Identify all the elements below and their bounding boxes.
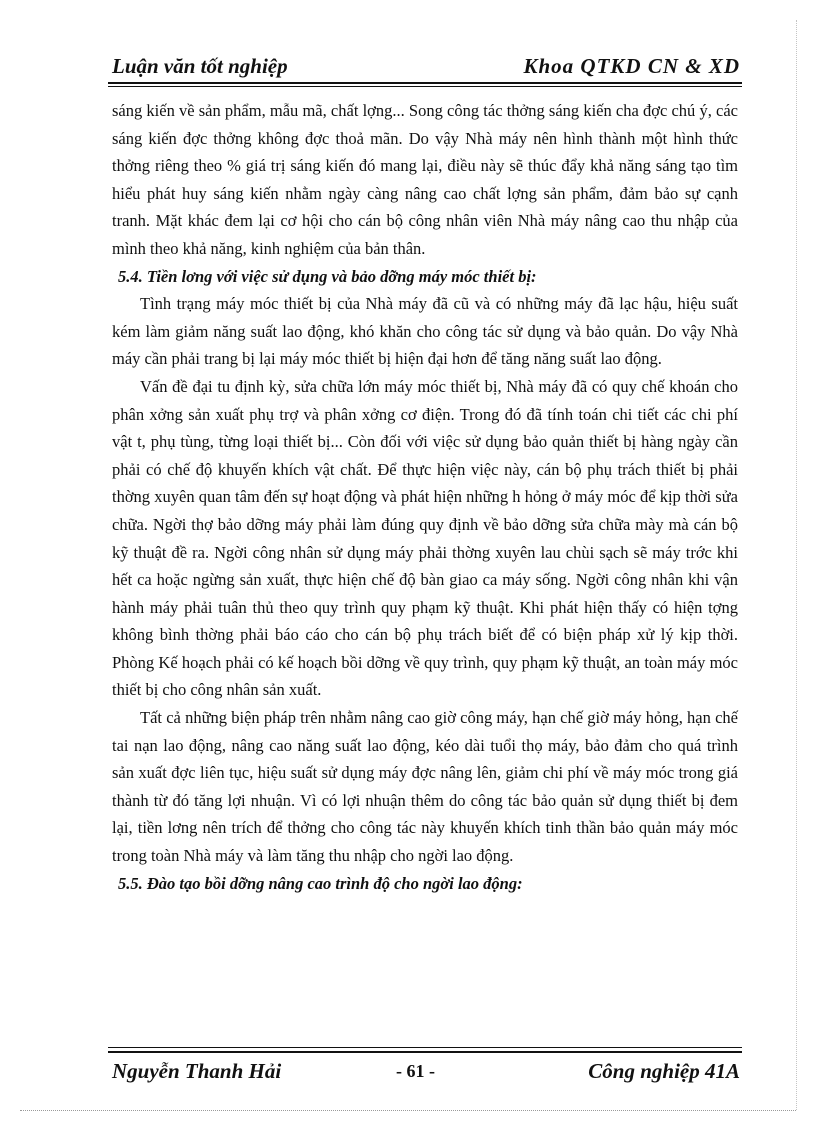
page-body [112, 97, 738, 897]
footer-rule-thin [108, 1047, 742, 1048]
footer-rule-thick [108, 1051, 742, 1053]
section-heading-5-4: 5.4. Tiền lơng với việc sử dụng và bảo dỡng máy móc thiết bị: [118, 266, 537, 286]
header-thesis-title: Luận văn tốt nghiệp [112, 54, 288, 78]
paragraph-2: Tình trạng máy móc thiết bị của Nhà máy đã cũ và có những máy đã lạc hậu, hiệu suất kém làm giảm năng suất lao động, khó khăn cho công tác sử dụng và bảo quản. Do vậy Nhà máy cần phải trang bị lại máy móc thiết bị hiện đại hơn để tăng năng suất lao động. [112, 294, 738, 369]
header-faculty: Khoa QTKD CN & XD [523, 54, 740, 78]
footer-class: Công nghiệp 41A [588, 1059, 740, 1083]
page-footer [108, 1047, 742, 1087]
paragraph-4: Tất cả những biện pháp trên nhằm nâng cao giờ công máy, hạn chế giờ máy hỏng, hạn chế tai nạn lao động, nâng cao năng suất lao động, kéo dài tuổi thọ máy, bảo đảm cho quá trình sản xuất đợc liên tục, hiệu suất sử dụng máy đợc nâng lên, giảm chi phí về máy móc trong giá thành từ đó tăng lợi nhuận. Vì có lợi nhuận thêm do công tác bảo quản sử dụng thiết bị đem lại, tiền lơng nên trích để thởng cho công tác này khuyến khích tinh thần bảo quản máy móc trong toàn Nhà máy và làm tăng thu nhập cho ngời lao động. [112, 708, 738, 866]
footer-page-number: - 61 - [396, 1061, 435, 1081]
paragraph-3: Vấn đề đại tu định kỳ, sửa chữa lớn máy móc thiết bị, Nhà máy đã có quy chế khoán cho phân xởng sản xuất phụ trợ và phân xởng cơ điện. Trong đó đã tính toán chi tiết các chi phí vật t, phụ tùng, từng loại thiết bị... Còn đối với việc sử dụng bảo quản thiết bị hàng ngày cần phải có chế độ khuyến khích vật chất. Để thực hiện việc này, cán bộ phụ trách thiết bị phải thờng xuyên quan tâm đến sự hoạt động và phát hiện những h hỏng ở máy móc để kịp thời sửa chữa. Ngời thợ bảo dỡng máy phải làm đúng quy định về bảo dỡng sửa chữa mày mà cán bộ kỹ thuật đề ra. Ngời công nhân sử dụng máy phải thờng xuyên lau chùi sạch sẽ máy trớc khi hết ca hoặc ngừng sản xuất, thực hiện chế độ bàn giao ca máy sống. Ngời công nhân khi vận hành máy phải tuân thủ theo quy trình quy phạm kỹ thuật. Khi phát hiện thấy có hiện tợng không bình thờng phải báo cáo cho cán bộ phụ trách biết để có biện pháp xử lý kịp thời. Phòng Kế hoạch phải có kế hoạch bồi dỡng về quy trình, quy phạm kỹ thuật, an toàn máy móc thiết bị cho công nhân sản xuất. [112, 376, 738, 700]
page-edge-bottom [20, 1110, 796, 1111]
page-header [108, 50, 742, 86]
section-heading-5-5: 5.5. Đào tạo bồi dỡng nâng cao trình độ cho ngời lao động: [118, 873, 523, 893]
header-rule-thin [108, 86, 742, 87]
paragraph-1: sáng kiến về sản phẩm, mẫu mã, chất lợng... Song công tác thởng sáng kiến cha đợc chú ý, các sáng kiến đợc thởng không đợc thoả mãn. Do vậy Nhà máy nên hình thành một hình thức thởng riêng theo % giá trị sáng kiến đó mang lại, điều này sẽ thúc đẩy khả năng sáng tạo tìm hiểu phát huy sáng kiến nhằm ngày càng nâng cao chất lợng sản phẩm, đảm bảo sự cạnh tranh. Mặt khác đem lại cơ hội cho cán bộ công nhân viên Nhà máy nâng cao thu nhập của mình theo khả năng, kinh nghiệm của bản thân. [112, 101, 738, 258]
footer-author: Nguyễn Thanh Hải [112, 1059, 282, 1083]
page-edge-right [796, 20, 797, 1110]
header-rule-thick [108, 82, 742, 84]
